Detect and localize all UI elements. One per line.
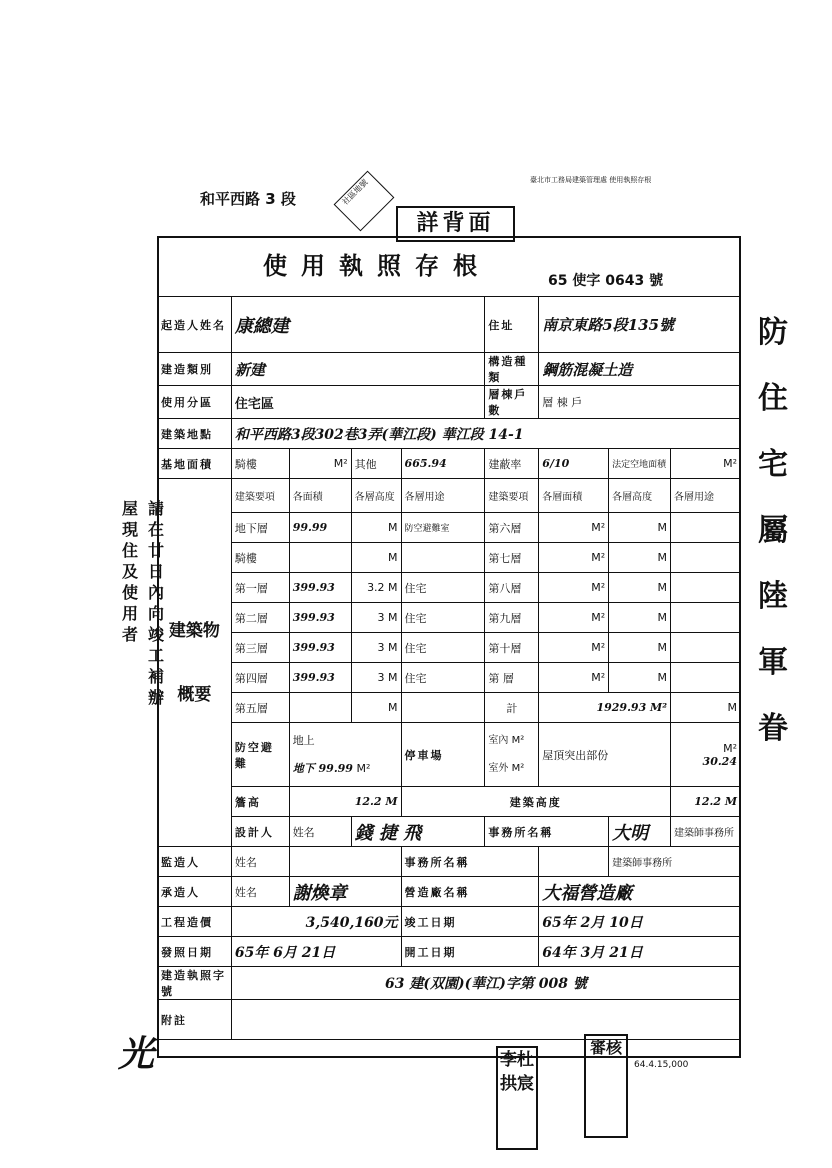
arcade-label: 騎樓	[231, 449, 289, 479]
structure-label: 構造種類	[485, 353, 539, 386]
address-label: 住址	[485, 297, 539, 353]
type-value: 新建	[231, 353, 485, 386]
office2-value	[539, 847, 609, 877]
row-5-b-label: 第 層	[485, 663, 539, 693]
building-height-label: 建築高度	[401, 787, 671, 817]
floors-label: 層棟戶數	[485, 386, 539, 419]
row-4-height: 3 M	[351, 633, 401, 663]
coverage-value: 6/10	[539, 449, 609, 479]
col-header-0: 建築要項	[231, 479, 289, 513]
coverage-label: 建蔽率	[485, 449, 539, 479]
row-5-height: 3 M	[351, 663, 401, 693]
permit-label: 建造執照字號	[158, 967, 232, 1000]
row-4-b-unit: M²	[539, 633, 609, 663]
permit-value: 63 建(双園)(華江)字第 008 號	[231, 967, 740, 1000]
col-header-2: 各層高度	[351, 479, 401, 513]
col-header-5: 各層面積	[539, 479, 609, 513]
right-char-4: 陸	[758, 579, 788, 614]
office2-suffix: 建築師事務所	[609, 847, 741, 877]
row-2-b-unit: M²	[539, 573, 609, 603]
row-6-label: 第五層	[231, 693, 289, 723]
row-4-use: 住宅	[401, 633, 485, 663]
col-header-7: 各層用途	[671, 479, 741, 513]
row-3-area: 399.93	[289, 603, 351, 633]
eave-height-value: 12.2 M	[289, 787, 401, 817]
building-height-value: 12.2 M	[671, 787, 741, 817]
row-0-height: M	[351, 513, 401, 543]
row-1-b-height: M	[609, 543, 671, 573]
designer-label: 設計人	[231, 817, 289, 847]
start-value: 64年 3月 21日	[539, 937, 741, 967]
row-3-label: 第二層	[231, 603, 289, 633]
row-1-label: 騎樓	[231, 543, 289, 573]
row-0-b-label: 第六層	[485, 513, 539, 543]
zone-label: 使用分區	[158, 386, 232, 419]
owner-value: 康總建	[231, 297, 485, 353]
row-6-b-height: M	[671, 693, 741, 723]
col-header-3: 各層用途	[401, 479, 485, 513]
row-0-label: 地下層	[231, 513, 289, 543]
note-label: 附註	[158, 1000, 232, 1040]
shelter-label: 防空避難	[231, 723, 289, 787]
row-6-area	[289, 693, 351, 723]
row-2-label: 第一層	[231, 573, 289, 603]
row-4-b-label: 第十層	[485, 633, 539, 663]
row-1-area	[289, 543, 351, 573]
right-handwriting	[758, 300, 798, 762]
row-1-b-use	[671, 543, 741, 573]
col-header-4: 建築要項	[485, 479, 539, 513]
row-6-use	[401, 693, 485, 723]
row-2-b-use	[671, 573, 741, 603]
supervisor-label: 監造人	[158, 847, 232, 877]
permit-form-table	[157, 296, 741, 1040]
margin-note-a: 屋現住及使用者	[122, 499, 139, 644]
parking-indoor: 室內 M²	[488, 734, 525, 746]
address-value: 南京東路5段135號	[539, 297, 741, 353]
row-2-height: 3.2 M	[351, 573, 401, 603]
other-label: 其他	[351, 449, 401, 479]
shelter-values	[289, 723, 401, 787]
margin-note-b: 請在廿日內向竣工補辦	[148, 499, 165, 707]
office-label: 事務所名稱	[485, 817, 609, 847]
right-char-5: 軍	[758, 645, 788, 680]
owner-label: 起造人姓名	[158, 297, 232, 353]
row-5-use: 住宅	[401, 663, 485, 693]
row-2-b-height: M	[609, 573, 671, 603]
office-suffix: 建築師事務所	[671, 817, 741, 847]
print-mark: 64.4.15,000	[634, 1060, 689, 1070]
right-char-3: 屬	[758, 513, 788, 548]
row-0-b-use	[671, 513, 741, 543]
cost-label: 工程造價	[158, 907, 232, 937]
roof-unit: M²	[723, 741, 737, 755]
shelter-above: 地上	[292, 733, 315, 747]
roof-label: 屋頂突出部份	[539, 723, 671, 787]
row-2-use: 住宅	[401, 573, 485, 603]
right-char-2: 宅	[758, 447, 788, 482]
row-4-label: 第三層	[231, 633, 289, 663]
row-5-b-height: M	[609, 663, 671, 693]
area-label: 基地面積	[158, 449, 232, 479]
zone-value: 住宅區	[231, 386, 485, 419]
row-2-area: 399.93	[289, 573, 351, 603]
right-char-0: 防	[758, 315, 788, 350]
issue-label: 發照日期	[158, 937, 232, 967]
shelter-unit: M²	[356, 761, 371, 775]
row-4-b-height: M	[609, 633, 671, 663]
supervisor-name-label: 姓名	[231, 847, 289, 877]
approval-stamp: 李杜拱宸	[496, 1046, 538, 1150]
parking-label: 停車場	[401, 723, 485, 787]
right-char-6: 眷	[758, 711, 788, 746]
diagonal-stamp: 社區地號	[334, 171, 395, 232]
row-0-b-unit: M²	[539, 513, 609, 543]
review-stamp: 審核	[584, 1034, 628, 1138]
row-2-b-label: 第八層	[485, 573, 539, 603]
row-3-b-label: 第九層	[485, 603, 539, 633]
col-header-1: 各面積	[289, 479, 351, 513]
row-6-height: M	[351, 693, 401, 723]
roof-value: 30.24	[702, 754, 737, 768]
eave-height-label: 簷高	[231, 787, 289, 817]
row-5-area: 399.93	[289, 663, 351, 693]
supervisor-value	[289, 847, 401, 877]
firm-value: 大福營造廠	[539, 877, 741, 907]
contractor-label: 承造人	[158, 877, 232, 907]
row-4-b-use	[671, 633, 741, 663]
complete-label: 竣工日期	[401, 907, 539, 937]
structure-value: 鋼筋混凝土造	[539, 353, 741, 386]
office-value: 大明	[609, 817, 671, 847]
type-label: 建造類別	[158, 353, 232, 386]
complete-value: 65年 2月 10日	[539, 907, 741, 937]
col-header-6: 各層高度	[609, 479, 671, 513]
other-value: 665.94	[401, 449, 485, 479]
issue-value: 65年 6月 21日	[231, 937, 401, 967]
row-5-b-use	[671, 663, 741, 693]
contractor-name-label: 姓名	[231, 877, 289, 907]
cost-value: 3,540,160元	[231, 907, 401, 937]
row-3-height: 3 M	[351, 603, 401, 633]
row-0-b-height: M	[609, 513, 671, 543]
building-label: 建築物概要	[158, 479, 232, 847]
row-3-b-use	[671, 603, 741, 633]
corner-stamp: 臺北市工務局建築管理處 使用執照存根	[530, 176, 652, 184]
top-note: 和平西路 3 段	[200, 190, 296, 208]
row-3-b-unit: M²	[539, 603, 609, 633]
legal-area-unit: M²	[671, 449, 741, 479]
row-6-b-label: 計	[485, 693, 539, 723]
row-5-b-unit: M²	[539, 663, 609, 693]
legal-area-label: 法定空地面積	[609, 449, 671, 479]
office2-label: 事務所名稱	[401, 847, 539, 877]
row-1-height: M	[351, 543, 401, 573]
row-6-b-unit: 1929.93 M²	[539, 693, 671, 723]
left-mark: 光	[118, 1033, 155, 1075]
permit-number: 65 使字 0643 號	[548, 273, 664, 289]
shelter-below: 地下 99.99	[292, 761, 353, 775]
contractor-value: 謝煥章	[289, 877, 401, 907]
row-3-b-height: M	[609, 603, 671, 633]
start-label: 開工日期	[401, 937, 539, 967]
parking-values	[485, 723, 539, 787]
row-0-area: 99.99	[289, 513, 351, 543]
row-1-use	[401, 543, 485, 573]
designer-name-label: 姓名	[289, 817, 351, 847]
parking-outdoor: 室外 M²	[488, 762, 525, 774]
site-label: 建築地點	[158, 419, 232, 449]
floors-value: 層 棟 戶	[539, 386, 741, 419]
arcade-unit: M²	[289, 449, 351, 479]
right-char-1: 住	[758, 381, 788, 416]
firm-label: 營造廠名稱	[401, 877, 539, 907]
designer-value: 錢 捷 飛	[351, 817, 485, 847]
page-title: 使用執照存根	[263, 252, 491, 280]
row-0-use: 防空避難室	[401, 513, 485, 543]
row-4-area: 399.93	[289, 633, 351, 663]
detail-stamp: 詳背面	[396, 206, 515, 242]
roof-cell	[671, 723, 741, 787]
row-1-b-unit: M²	[539, 543, 609, 573]
row-5-label: 第四層	[231, 663, 289, 693]
site-value: 和平西路3段302巷3弄(華江段) 華江段 14-1	[231, 419, 740, 449]
note-value	[231, 1000, 740, 1040]
row-1-b-label: 第七層	[485, 543, 539, 573]
row-3-use: 住宅	[401, 603, 485, 633]
